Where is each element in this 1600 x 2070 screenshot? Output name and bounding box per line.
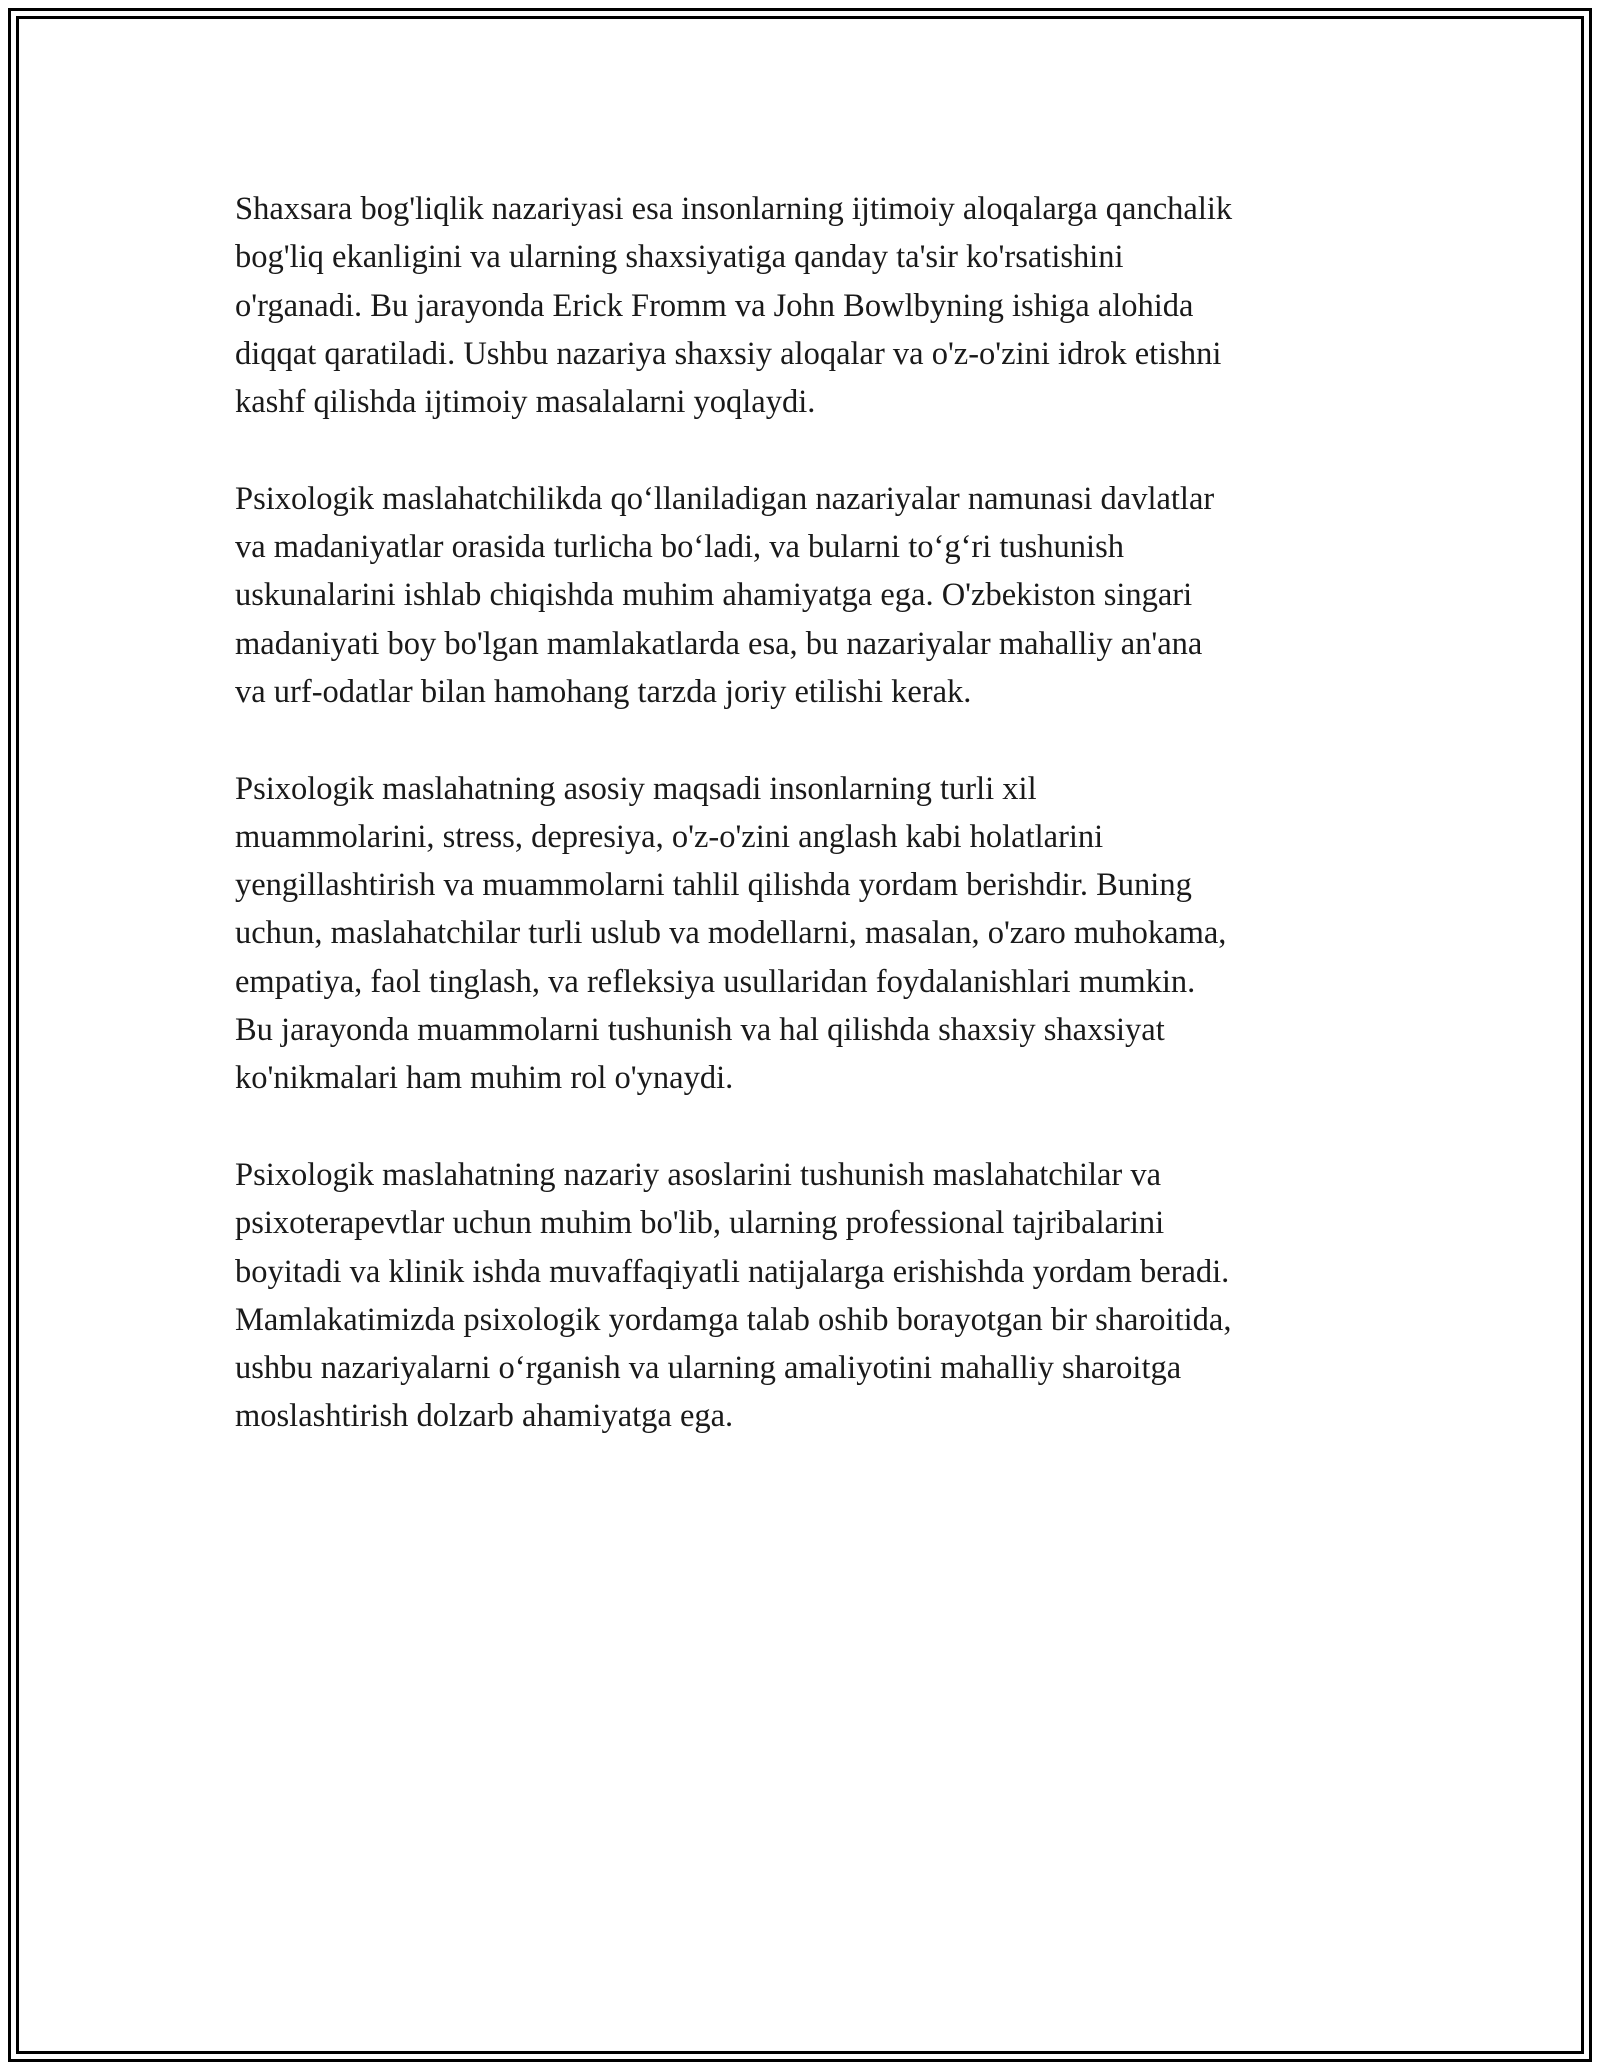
paragraph-theoretical-foundations: Psixologik maslahatning nazariy asoslarini tushunish maslahatchilar va psixoterapevtlar uchun muhim bo'lib, ularning professional tajribalarini boyitadi va klinik ishda muvaffaqiyatli natijalarga erishishda yordam beradi. Mamlakatimizda psixologik yordamga talab oshib borayotgan bir sharoitida, ushbu nazariyalarni o‘rganish va ularning amaliyotini mahalliy sharoitga moslashtirish dolzarb ahamiyatga ega. [235,1156,1232,1435]
paragraph-counseling-goals: Psixologik maslahatning asosiy maqsadi insonlarning turli xil muammolarini, stress, depresiya, o'z-o'zini anglash kabi holatlarini yengillashtirish va muammolarni tahlil qilishda yordam berishdir. Buning uchun, maslahatchilar turli uslub va modellarni, masalan, o'zaro muhokama, empatiya, faol tinglash, va refleksiya usullaridan foydalanishlari mumkin. Bu jarayonda muammolarni tushunish va hal qilishda shaxsiy shaxsiyat ko'nikmalari ham muhim rol o'ynaydi. [235,770,1227,1097]
paragraph-attachment-theory: Shaxsara bog'liqlik nazariyasi esa insonlarning ijtimoiy aloqalarga qanchalik bog'liq ekanligini va ularning shaxsiyatiga qanday ta'sir ko'rsatishini o'rganadi. Bu jarayonda Erick Fromm va John Bowlbyning ishiga alohida diqqat qaratiladi. Ushbu nazariya shaxsiy aloqalar va o'z-o'zini idrok etishni kashf qilishda ijtimoiy masalalarni yoqlaydi. [235,191,1233,421]
paragraph-cultural-context: Psixologik maslahatchilikda qo‘llaniladigan nazariyalar namunasi davlatlar va madaniyatlar orasida turlicha bo‘ladi, va bularni to‘g‘ri tushunish uskunalarini ishlab chiqishda muhim ahamiyatga ega. O'zbekiston singari madaniyati boy bo'lgan mamlakatlarda esa, bu nazariyalar mahalliy an'ana va urf-odatlar bilan hamohang tarzda joriy etilishi kerak. [235,480,1215,710]
document-body [235,185,1370,1441]
